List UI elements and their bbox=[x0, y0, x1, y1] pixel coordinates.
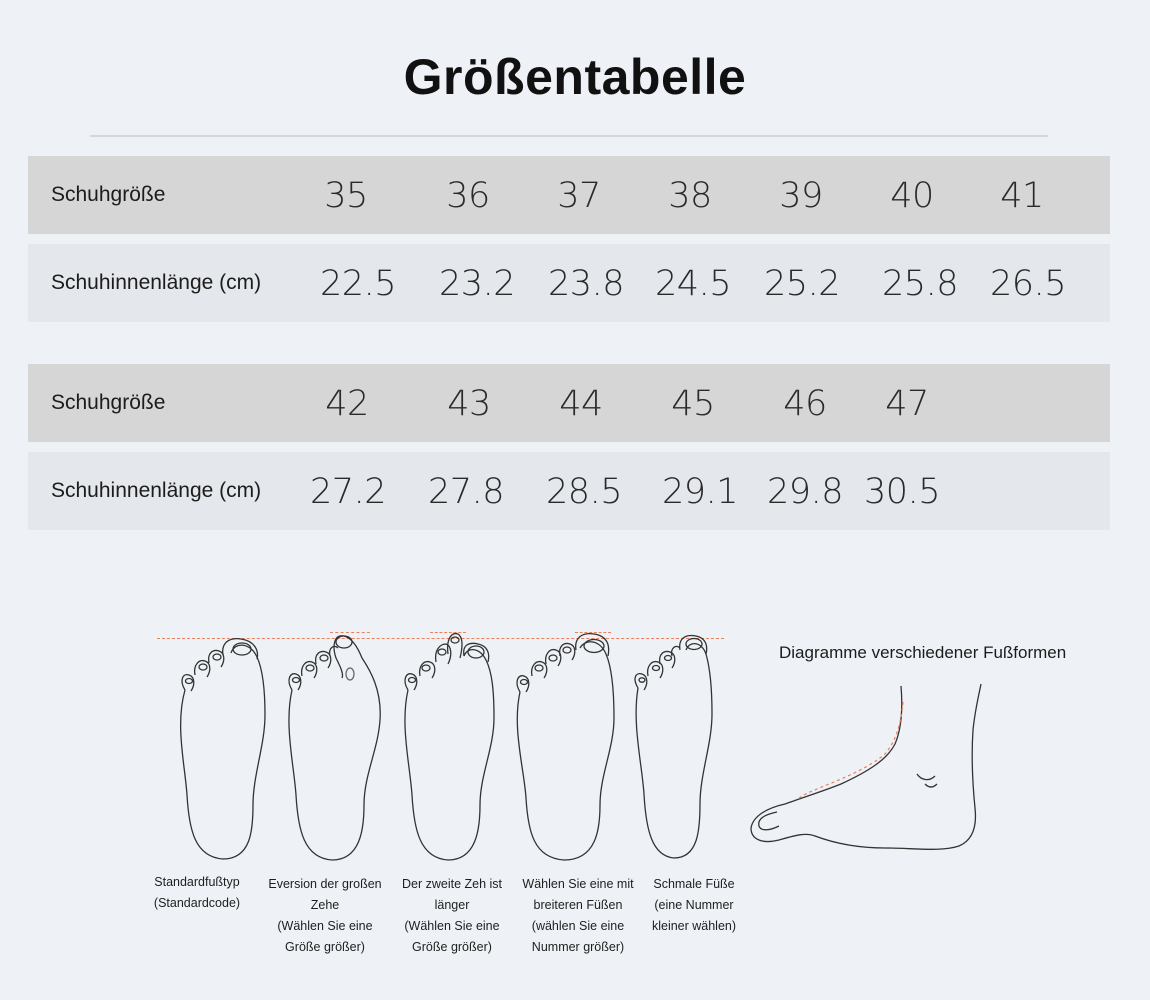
foot-caption-narrow: Schmale Füße (eine Nummer kleiner wählen) bbox=[651, 877, 737, 933]
size-row-1 bbox=[28, 156, 1110, 234]
foot-caption-bunion: Eversion der großen Zehe (Wählen Sie eine Größe größer) bbox=[268, 877, 382, 954]
length-cell: 27.8 bbox=[428, 472, 504, 512]
size-cell: 45 bbox=[671, 384, 715, 424]
length-cell: 22.5 bbox=[320, 264, 396, 304]
length-cell: 28.5 bbox=[546, 472, 622, 512]
page-title: Größentabelle bbox=[403, 49, 747, 105]
length-cell: 24.5 bbox=[655, 264, 731, 304]
narrow-foot-icon bbox=[628, 632, 728, 864]
size-row-2 bbox=[28, 364, 1110, 442]
size-cell: 44 bbox=[559, 384, 603, 424]
wide-foot-icon bbox=[510, 630, 630, 865]
size-row-label: Schuhgröße bbox=[51, 391, 166, 414]
title-divider bbox=[90, 135, 1048, 137]
standard-foot-icon bbox=[165, 635, 275, 865]
length-cell: 29.1 bbox=[662, 472, 738, 512]
size-cell: 38 bbox=[668, 176, 712, 216]
size-cell: 43 bbox=[447, 384, 491, 424]
size-cell: 41 bbox=[1000, 176, 1044, 216]
foot-caption-wide: Wählen Sie eine mit breiteren Füßen (wählen Sie eine Nummer größer) bbox=[522, 877, 634, 954]
length-cell: 23.8 bbox=[548, 264, 624, 304]
length-cell: 27.2 bbox=[310, 472, 386, 512]
size-cell: 37 bbox=[557, 176, 601, 216]
side-diagram-title: Diagramme verschiedener Fußformen bbox=[779, 643, 1067, 662]
foot-caption-long-second-toe: Der zweite Zeh ist länger (Wählen Sie eine Größe größer) bbox=[401, 877, 503, 954]
length-row-2 bbox=[28, 452, 1110, 530]
length-cell: 26.5 bbox=[990, 264, 1066, 304]
length-row-label: Schuhinnenlänge (cm) bbox=[51, 479, 262, 502]
length-cell: 23.2 bbox=[439, 264, 515, 304]
length-cell: 25.8 bbox=[882, 264, 958, 304]
length-cell: 29.8 bbox=[767, 472, 843, 512]
bunion-foot-icon bbox=[282, 630, 392, 865]
size-cell: 46 bbox=[783, 384, 827, 424]
size-cell: 42 bbox=[325, 384, 369, 424]
size-row-label: Schuhgröße bbox=[51, 183, 166, 206]
foot-side-view-icon bbox=[745, 680, 995, 860]
length-row-1 bbox=[28, 244, 1110, 322]
size-cell: 47 bbox=[885, 384, 929, 424]
long-second-toe-foot-icon bbox=[398, 630, 508, 865]
size-cell: 39 bbox=[779, 176, 823, 216]
foot-caption-standard: Standardfußtyp (Standardcode) bbox=[153, 875, 241, 910]
size-cell: 35 bbox=[324, 176, 368, 216]
length-row-label: Schuhinnenlänge (cm) bbox=[51, 271, 262, 294]
size-cell: 40 bbox=[890, 176, 934, 216]
size-cell: 36 bbox=[446, 176, 490, 216]
length-cell: 30.5 bbox=[864, 472, 940, 512]
length-cell: 25.2 bbox=[764, 264, 840, 304]
